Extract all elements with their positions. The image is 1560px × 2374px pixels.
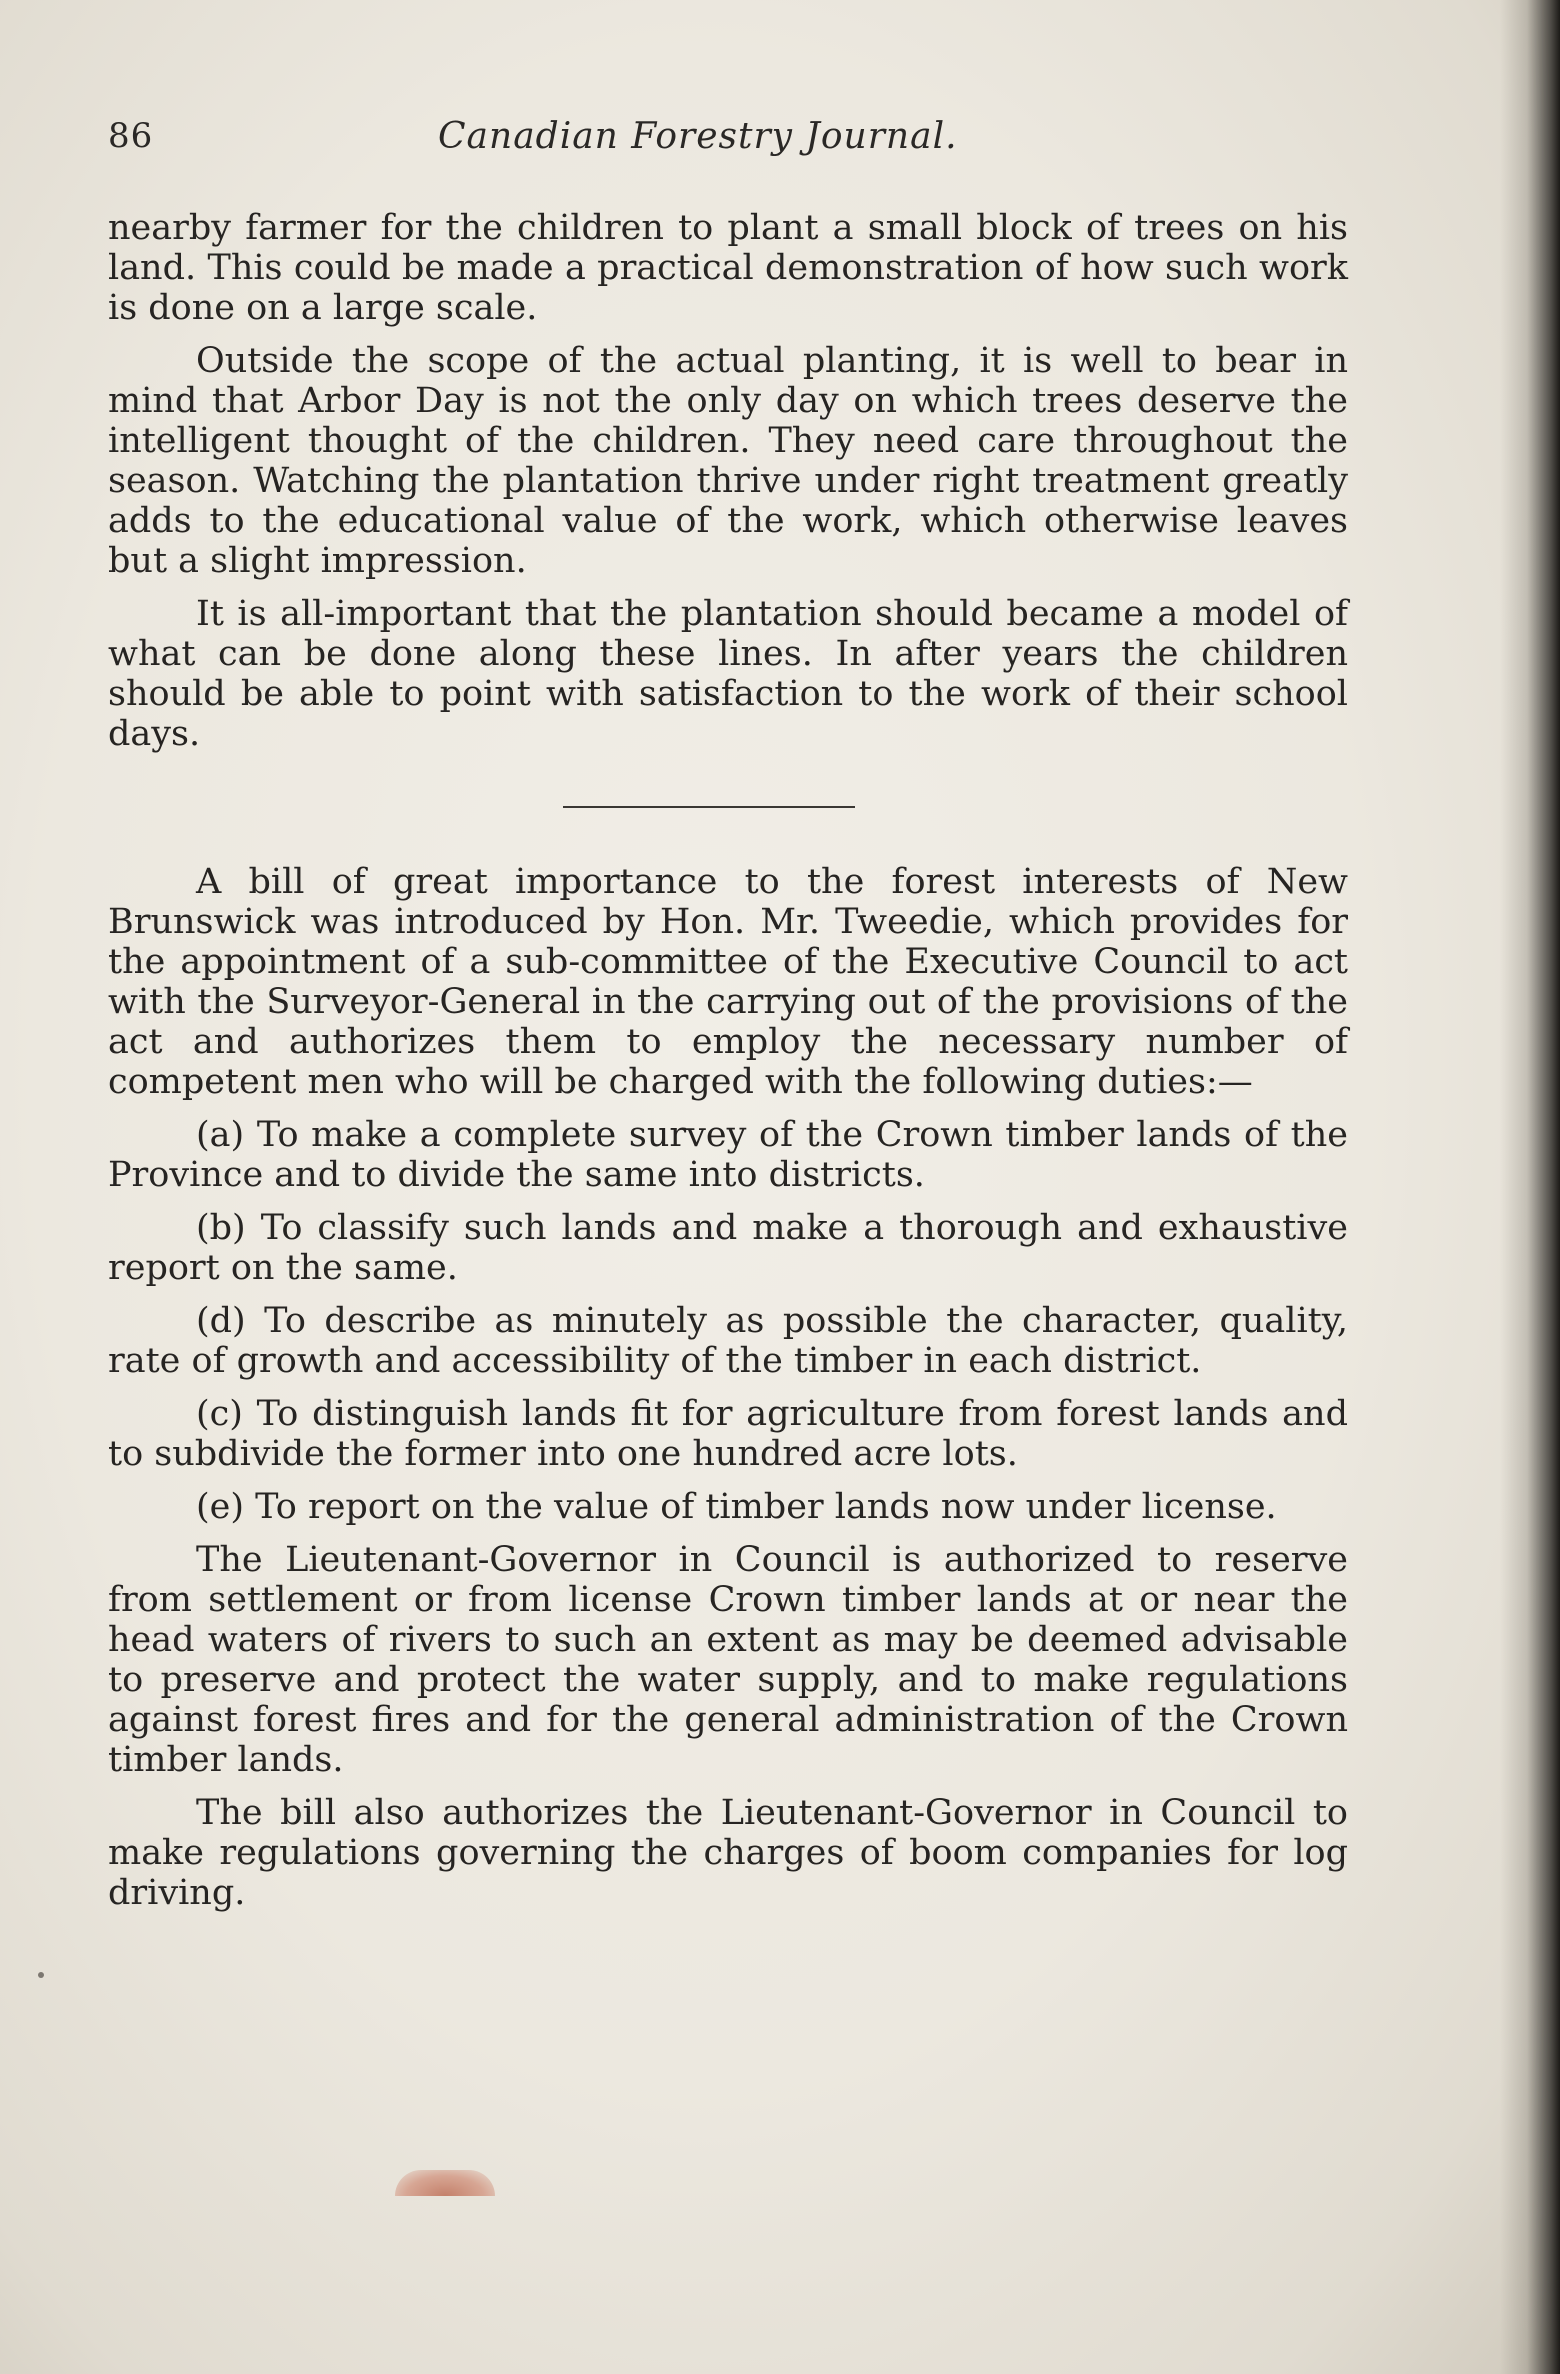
paragraph-arbor-day: Outside the scope of the actual planting, it is well to bear in mind that Arbor Day is not the only day on which trees deserve the intelligent thought of the children. They need care throughout the season. Watching the plantation thrive under right treatment greatly adds to the educational value of the work, which otherwise leaves but a slight impression. [108,341,1348,581]
page-header [108,112,1358,172]
paragraph-model-plantation: It is all-important that the plantation should became a model of what can be done along these lines. In after years the children should be able to point with satisfaction to the work of their school days. [108,594,1348,754]
duty-item: (b) To classify such lands and make a thorough and exhaustive report on the same. [108,1208,1348,1288]
page-number: 86 [108,116,154,156]
paragraph-boom-companies: The bill also authorizes the Lieutenant-Governor in Council to make regulations governing the charges of boom companies for log driving. [108,1793,1348,1913]
book-spine-shadow [1500,0,1560,2374]
duty-item: (c) To distinguish lands fit for agriculture from forest lands and to subdivide the former into one hundred acre lots. [108,1394,1348,1474]
duties-list [108,1115,1348,1527]
paragraph-bill-intro: A bill of great importance to the forest interests of New Brunswick was introduced by Hon. Mr. Tweedie, which provides for the appointment of a sub-committee of the Executive Council to act with the Surveyor-General in the carrying out of the provisions of the act and authorizes them to employ the necessary number of competent men who will be charged with the following duties:— [108,862,1348,1102]
duty-item: (a) To make a complete survey of the Crown timber lands of the Province and to divide the same into districts. [108,1115,1348,1195]
duty-item: (e) To report on the value of timber lands now under license. [196,1487,1277,1527]
running-title: Canadian Forestry Journal. [438,116,958,157]
margin-speck [38,1972,44,1978]
section-divider [563,806,855,808]
paper-stain [395,2170,495,2196]
paragraph-continued: nearby farmer for the children to plant a small block of trees on his land. This could be made a practical demonstration of how such work is done on a large scale. [108,208,1348,328]
duty-item: (d) To describe as minutely as possible the character, quality, rate of growth and accessibility of the timber in each district. [108,1301,1348,1381]
body-text [108,208,1348,1926]
paragraph-reserve-lands: The Lieutenant-Governor in Council is authorized to reserve from settlement or from license Crown timber lands at or near the head waters of rivers to such an extent as may be deemed advisable to preserve and protect the water supply, and to make regulations against forest fires and for the general administration of the Crown timber lands. [108,1540,1348,1780]
